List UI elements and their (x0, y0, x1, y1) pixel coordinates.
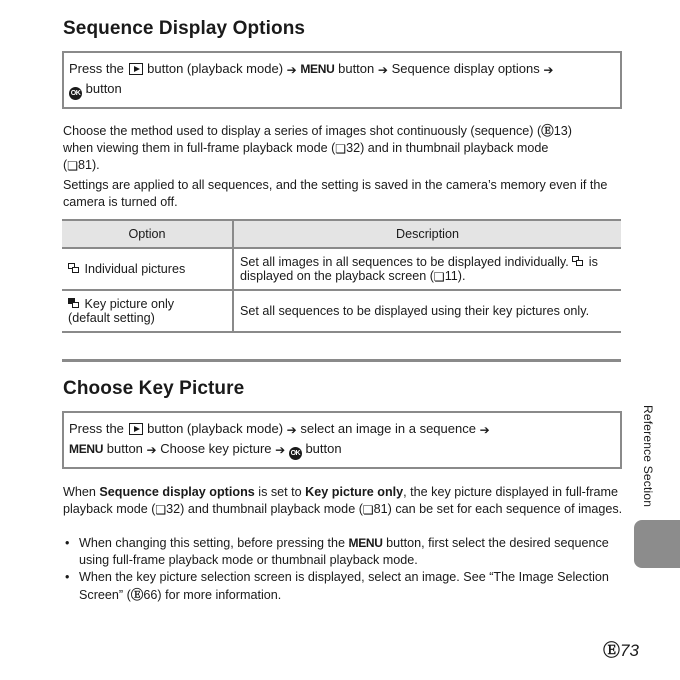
page-number (603, 636, 639, 661)
arrow-right-icon: ➔ (275, 443, 286, 457)
reference-e-icon: Ⓔ (130, 587, 144, 602)
intro-paragraph (63, 122, 623, 174)
settings-paragraph: Settings are applied to all sequences, and the setting is saved in the camera’s memory even if the camera is turned off. (63, 178, 608, 209)
emphasis-text: Sequence display options (99, 485, 255, 499)
column-header-option: Option (62, 220, 233, 248)
arrow-right-icon: ➔ (286, 423, 297, 437)
section-title-choose-key-picture: Choose Key Picture (63, 378, 245, 399)
reference-e-icon: Ⓔ (541, 123, 554, 138)
individual-pictures-icon (68, 263, 81, 274)
individual-pictures-icon (572, 256, 585, 267)
nav-text: button (playback mode) (147, 61, 284, 76)
text: Set all images in all sequences to be displayed individually. (240, 255, 569, 269)
text: When the key picture selection screen is displayed, select an image. See “The Image Selection Screen” ( (79, 570, 609, 602)
description-cell (233, 248, 621, 290)
nav-text: button (playback mode) (147, 421, 284, 436)
option-label: Key picture only (84, 297, 175, 311)
book-icon: ❏ (155, 503, 167, 517)
menu-button-label: MENU (300, 62, 335, 76)
menu-button-label: MENU (348, 536, 383, 550)
text: 81) can be set for each sequence of images. (373, 502, 623, 516)
nav-text: Choose key picture (160, 441, 272, 456)
menu-button-label: MENU (69, 442, 104, 456)
description-cell: Set all sequences to be displayed using their key pictures only. (233, 290, 621, 332)
book-icon: ❏ (67, 159, 78, 173)
options-table (62, 219, 621, 333)
arrow-right-icon: ➔ (479, 423, 490, 437)
nav-text: Press the (69, 61, 124, 76)
text: is set to (258, 485, 302, 499)
text: 32) and thumbnail playback mode ( (166, 502, 363, 516)
text: 13) (553, 124, 572, 138)
playback-button-icon (129, 423, 143, 435)
emphasis-text: Key picture only (305, 485, 404, 499)
text: button, first select the desired sequence using full-frame playback mode or thumbnail playback mode. (79, 536, 609, 567)
nav-text: button (338, 61, 375, 76)
key-picture-icon (68, 298, 81, 309)
text: When changing this setting, before pressing the (79, 536, 346, 550)
nav-text: select an image in a sequence (300, 421, 476, 436)
option-note: (default setting) (68, 311, 155, 325)
text: Choose the method used to display a series of images shot continuously (sequence) ( (63, 124, 542, 138)
menu-path-box (62, 411, 622, 469)
table-row (62, 290, 621, 332)
option-label: Individual pictures (84, 262, 186, 276)
text: 32) and in thumbnail playback mode (346, 141, 549, 155)
menu-path-box (62, 51, 622, 109)
text: when viewing them in full-frame playback mode ( (63, 141, 336, 155)
nav-text: button (106, 441, 143, 456)
nav-text: Press the (69, 421, 124, 436)
text: 66) for more information. (143, 588, 282, 602)
option-cell (62, 290, 233, 332)
ok-button-icon: OK (289, 447, 302, 460)
arrow-right-icon: ➔ (146, 443, 157, 457)
text: ( (63, 158, 68, 172)
notes-list (63, 535, 623, 604)
arrow-right-icon: ➔ (286, 63, 297, 77)
playback-button-icon (129, 63, 143, 75)
section-tab (634, 520, 680, 568)
ok-button-icon: OK (69, 87, 82, 100)
column-header-description: Description (233, 220, 621, 248)
nav-text: Sequence display options (391, 61, 540, 76)
text: 11). (444, 269, 466, 283)
text: is displayed on the playback screen ( (240, 255, 598, 283)
nav-text: button (85, 81, 122, 96)
arrow-right-icon: ➔ (543, 63, 554, 77)
section-divider (62, 359, 621, 362)
list-item (63, 535, 623, 569)
list-item (63, 569, 623, 604)
nav-text: button (305, 441, 342, 456)
arrow-right-icon: ➔ (377, 63, 388, 77)
page-number-value: 73 (620, 641, 639, 660)
text: When (63, 485, 96, 499)
section-title-sequence-display-options: Sequence Display Options (63, 18, 306, 39)
book-icon: ❏ (335, 142, 347, 156)
table-row (62, 248, 621, 290)
reference-e-icon: Ⓔ (603, 641, 620, 661)
section-side-label: Reference Section (641, 405, 655, 508)
book-icon: ❏ (433, 270, 445, 284)
text: 81). (77, 158, 100, 172)
text: , the key picture displayed in full-frame playback mode ( (63, 485, 619, 516)
table-header-row (62, 220, 621, 248)
book-icon: ❏ (362, 503, 374, 517)
option-cell (62, 248, 233, 290)
key-picture-paragraph (63, 484, 623, 518)
